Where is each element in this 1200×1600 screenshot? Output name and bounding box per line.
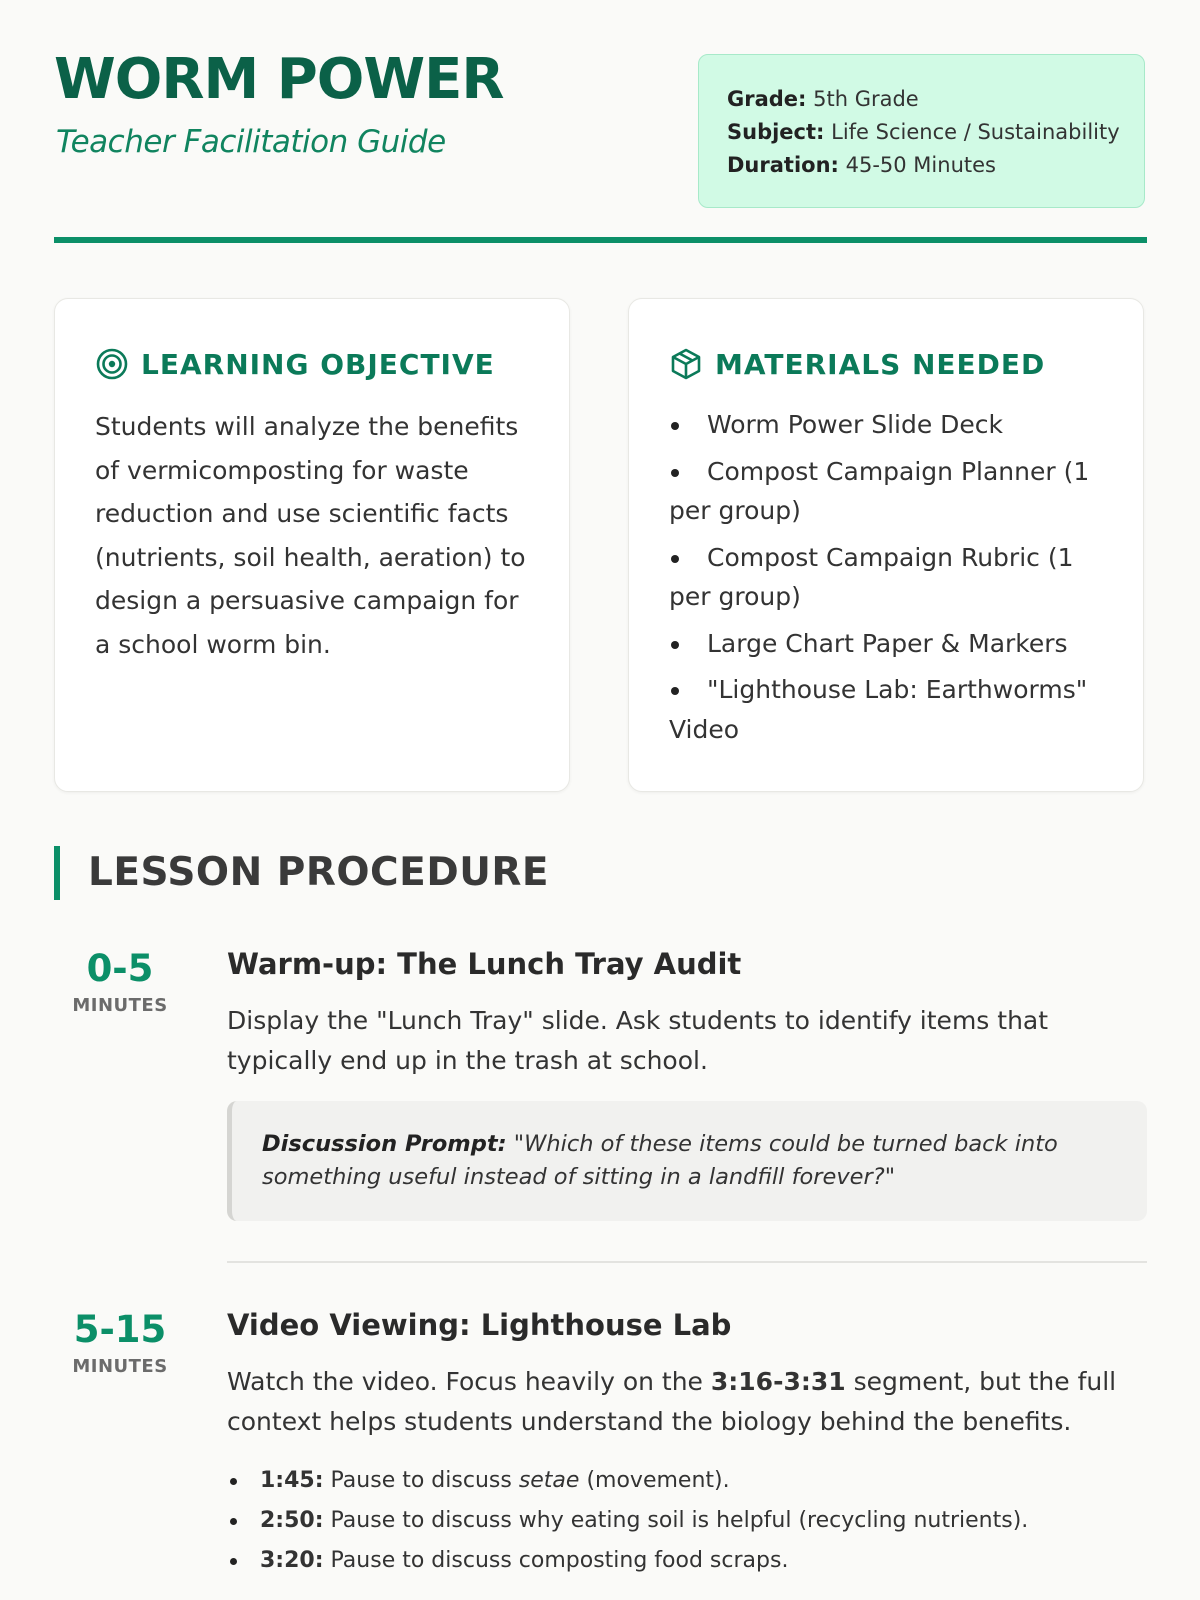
header [54, 0, 1147, 244]
step-1-body: Display the "Lunch Tray" slide. Ask students to identify items that typically end up in the trash at school. [227, 1006, 1049, 1075]
list-item: Worm Power Slide Deck [669, 405, 1109, 445]
materials-heading: MATERIALS NEEDED [669, 347, 1045, 381]
guide-page [54, 0, 1147, 1600]
procedure-accent-bar [54, 846, 60, 900]
learning-objective-heading: LEARNING OBJECTIVE [95, 347, 495, 381]
meta-subject: Subject: Life Science / Sustainability [727, 120, 1120, 144]
list-item: Compost Campaign Rubric (1 per group) [669, 538, 1109, 617]
step-2-title: Video Viewing: Lighthouse Lab [227, 1308, 732, 1342]
page-title: WORM POWER [54, 47, 504, 112]
step-1-time: 0-5 MINUTES [72, 947, 168, 1016]
discussion-prompt [227, 1101, 1147, 1221]
list-item: 3:20: Pause to discuss composting food scraps. [227, 1541, 1147, 1581]
materials-card [628, 298, 1144, 792]
list-item: 2:50: Pause to discuss why eating soil is helpful (recycling nutrients). [227, 1501, 1147, 1541]
objective-text: Students will analyze the benefits of vermicomposting for waste reduction and use scientific facts (nutrients, soil health, aeration) to design a persuasive campaign for a school worm bin. [95, 412, 526, 659]
list-item: "Lighthouse Lab: Earthworms" Video [669, 670, 1109, 749]
meta-grade: Grade: 5th Grade [727, 87, 919, 111]
step-2-time: 5-15 MINUTES [72, 1308, 168, 1377]
header-divider [54, 237, 1147, 243]
lesson-meta-box [698, 54, 1145, 208]
list-item: Compost Campaign Planner (1 per group) [669, 452, 1109, 531]
target-icon [95, 347, 129, 381]
list-item: 1:45: Pause to discuss setae (movement). [227, 1461, 1147, 1501]
step-1-title: Warm-up: The Lunch Tray Audit [227, 947, 742, 981]
video-pause-list [227, 1461, 1147, 1581]
step-2-body: Watch the video. Focus heavily on the 3:16-3:31 segment, but the full context helps students understand the biology behind the benefits. [227, 1367, 1117, 1436]
learning-objective-card [54, 298, 570, 792]
list-item: Large Chart Paper & Markers [669, 624, 1109, 664]
materials-list [669, 405, 1109, 756]
box-icon [669, 347, 703, 381]
procedure-heading: LESSON PROCEDURE [88, 850, 550, 895]
meta-duration: Duration: 45-50 Minutes [727, 153, 996, 177]
step-divider [227, 1261, 1147, 1263]
page-subtitle: Teacher Facilitation Guide [56, 124, 446, 160]
prompt-label: Discussion Prompt: [262, 1131, 507, 1157]
prompt-text: "Which of these items could be turned back into something useful instead of sitting in a landfill forever?" [262, 1131, 1058, 1190]
